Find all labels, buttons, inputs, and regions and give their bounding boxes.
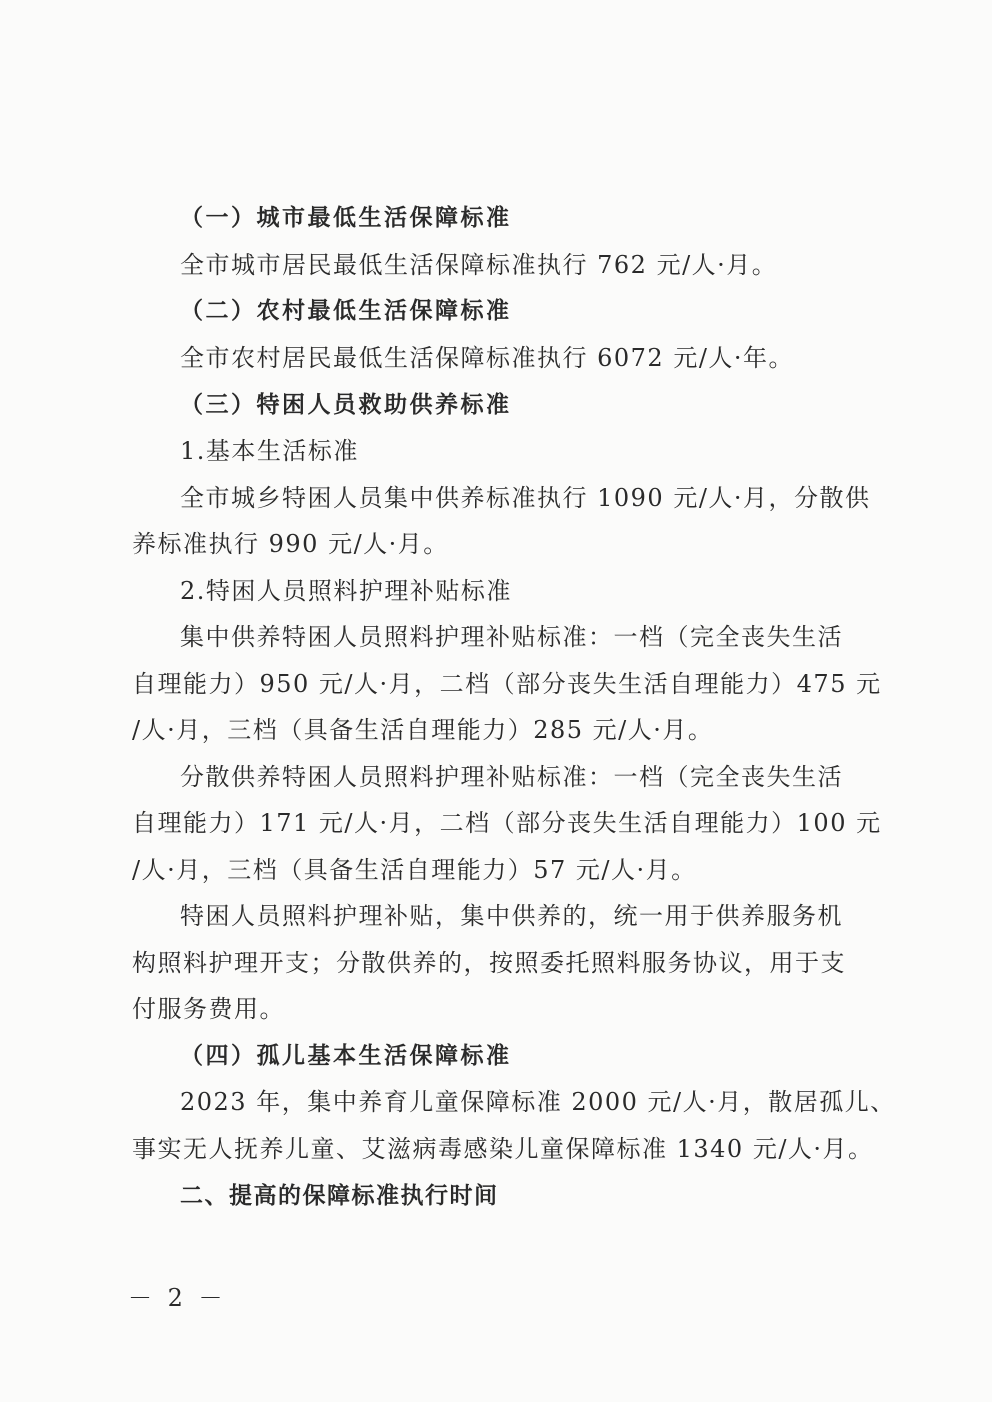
paragraph-line: 特困人员照料护理补贴，集中供养的，统一用于供养服务机 <box>180 902 843 930</box>
paragraph-line: 构照料护理开支；分散供养的，按照委托照料服务协议，用于支 <box>132 949 846 977</box>
paragraph-line: 2023 年，集中养育儿童保障标准 2000 元/人·月，散居孤儿、 <box>180 1088 896 1116</box>
section-heading-urban-minimum: （一）城市最低生活保障标准 <box>180 204 512 231</box>
section-heading-orphan-support: （四）孤儿基本生活保障标准 <box>180 1042 512 1069</box>
paragraph-line: 全市农村居民最低生活保障标准执行 6072 元/人·年。 <box>180 344 795 372</box>
section-heading-extreme-poverty: （三）特困人员救助供养标准 <box>180 391 512 418</box>
paragraph-line: 全市城乡特困人员集中供养标准执行 1090 元/人·月，分散供 <box>180 484 871 512</box>
paragraph-line: /人·月，三档（具备生活自理能力）57 元/人·月。 <box>132 856 697 884</box>
paragraph-line: 事实无人抚养儿童、艾滋病毒感染儿童保障标准 1340 元/人·月。 <box>132 1135 874 1163</box>
part-heading-execution-time: 二、提高的保障标准执行时间 <box>180 1183 499 1209</box>
paragraph-line: 自理能力）950 元/人·月，二档（部分丧失生活自理能力）475 元 <box>132 670 882 698</box>
page-number: － 2 － <box>128 1284 227 1312</box>
subheading-care-subsidy: 2.特困人员照料护理补贴标准 <box>180 577 512 605</box>
paragraph-line: /人·月，三档（具备生活自理能力）285 元/人·月。 <box>132 716 714 744</box>
subheading-basic-living: 1.基本生活标准 <box>180 437 359 465</box>
paragraph-line: 自理能力）171 元/人·月，二档（部分丧失生活自理能力）100 元 <box>132 809 882 837</box>
paragraph-line: 付服务费用。 <box>132 995 285 1023</box>
paragraph-line: 全市城市居民最低生活保障标准执行 762 元/人·月。 <box>180 251 778 279</box>
section-heading-rural-minimum: （二）农村最低生活保障标准 <box>180 297 512 324</box>
paragraph-line: 分散供养特困人员照料护理补贴标准：一档（完全丧失生活 <box>180 763 843 791</box>
paragraph-line: 养标准执行 990 元/人·月。 <box>132 530 449 558</box>
paragraph-line: 集中供养特困人员照料护理补贴标准：一档（完全丧失生活 <box>180 623 843 651</box>
